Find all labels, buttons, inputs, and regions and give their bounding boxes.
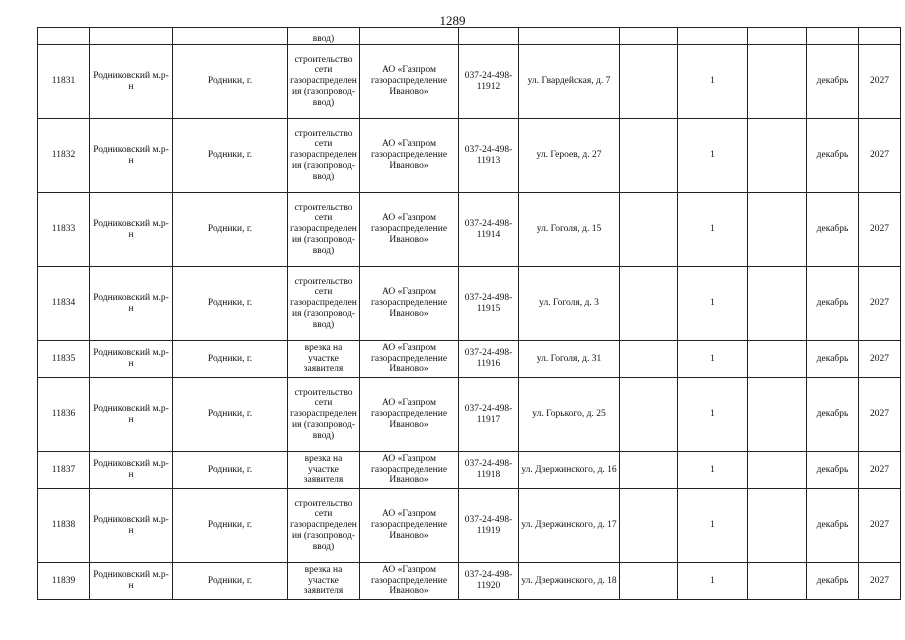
cell-work: врезка на участке заявителя xyxy=(288,452,360,489)
cell-locality: Родники, г. xyxy=(173,563,288,600)
cell-num: 11835 xyxy=(38,341,90,378)
cell-org: АО «Газпром газораспределение Иваново» xyxy=(360,563,459,600)
cell-empty xyxy=(748,45,807,119)
cell-qty: 1 xyxy=(678,45,748,119)
cell-org: АО «Газпром газораспределение Иваново» xyxy=(360,45,459,119)
cell-work: строительство сети газораспределения (газопровод-ввод) xyxy=(288,489,360,563)
cell-year: 2027 xyxy=(859,563,901,600)
cell-district: Родниковский м.р-н xyxy=(90,193,173,267)
cell-locality xyxy=(173,28,288,45)
cell-work: строительство сети газораспределения (газопровод-ввод) xyxy=(288,378,360,452)
cell-num: 11831 xyxy=(38,45,90,119)
cell-district: Родниковский м.р-н xyxy=(90,563,173,600)
cell-month: декабрь xyxy=(807,378,859,452)
cell-address: ул. Гоголя, д. 15 xyxy=(519,193,620,267)
cell-address: ул. Героев, д. 27 xyxy=(519,119,620,193)
table-row xyxy=(38,193,901,267)
cell-work: строительство сети газораспределения (газопровод-ввод) xyxy=(288,119,360,193)
cell-locality: Родники, г. xyxy=(173,452,288,489)
cell-address: ул. Дзержинского, д. 17 xyxy=(519,489,620,563)
cell-empty xyxy=(620,341,678,378)
cell-num: 11837 xyxy=(38,452,90,489)
cell-code: 037-24-498-11915 xyxy=(459,267,519,341)
cell-num: 11839 xyxy=(38,563,90,600)
cell-num: 11838 xyxy=(38,489,90,563)
cell-qty xyxy=(678,28,748,45)
table-row xyxy=(38,452,901,489)
cell-code: 037-24-498-11918 xyxy=(459,452,519,489)
table-row xyxy=(38,563,901,600)
cell-empty xyxy=(748,489,807,563)
cell-empty xyxy=(748,378,807,452)
cell-address: ул. Гоголя, д. 31 xyxy=(519,341,620,378)
cell-district: Родниковский м.р-н xyxy=(90,267,173,341)
table-row xyxy=(38,341,901,378)
cell-month: декабрь xyxy=(807,193,859,267)
cell-year: 2027 xyxy=(859,119,901,193)
cell-month: декабрь xyxy=(807,45,859,119)
cell-address: ул. Дзержинского, д. 18 xyxy=(519,563,620,600)
cell-locality: Родники, г. xyxy=(173,378,288,452)
cell-empty xyxy=(620,378,678,452)
cell-work: строительство сети газораспределения (газопровод-ввод) xyxy=(288,193,360,267)
cell-locality: Родники, г. xyxy=(173,119,288,193)
cell-qty: 1 xyxy=(678,489,748,563)
registry-table xyxy=(37,27,901,600)
cell-address: ул. Гвардейская, д. 7 xyxy=(519,45,620,119)
cell-year: 2027 xyxy=(859,267,901,341)
cell-empty xyxy=(748,267,807,341)
cell-empty xyxy=(620,119,678,193)
cell-year: 2027 xyxy=(859,452,901,489)
cell-empty xyxy=(748,28,807,45)
cell-org: АО «Газпром газораспределение Иваново» xyxy=(360,119,459,193)
cell-work: врезка на участке заявителя xyxy=(288,341,360,378)
table-body xyxy=(38,28,901,600)
cell-num: 11833 xyxy=(38,193,90,267)
cell-code: 037-24-498-11916 xyxy=(459,341,519,378)
cell-locality: Родники, г. xyxy=(173,341,288,378)
table-row xyxy=(38,489,901,563)
cell-empty xyxy=(620,452,678,489)
cell-org: АО «Газпром газораспределение Иваново» xyxy=(360,267,459,341)
cell-month: декабрь xyxy=(807,563,859,600)
cell-org xyxy=(360,28,459,45)
cell-work: строительство сети газораспределения (газопровод-ввод) xyxy=(288,45,360,119)
cell-district: Родниковский м.р-н xyxy=(90,45,173,119)
cell-org: АО «Газпром газораспределение Иваново» xyxy=(360,378,459,452)
cell-district: Родниковский м.р-н xyxy=(90,452,173,489)
cell-district: Родниковский м.р-н xyxy=(90,341,173,378)
cell-work: строительство сети газораспределения (газопровод-ввод) xyxy=(288,267,360,341)
cell-code: 037-24-498-11914 xyxy=(459,193,519,267)
cell-month: декабрь xyxy=(807,489,859,563)
cell-month: декабрь xyxy=(807,119,859,193)
table-row xyxy=(38,267,901,341)
cell-address xyxy=(519,28,620,45)
cell-address: ул. Дзержинского, д. 16 xyxy=(519,452,620,489)
cell-empty xyxy=(620,267,678,341)
cell-month: декабрь xyxy=(807,267,859,341)
cell-year: 2027 xyxy=(859,45,901,119)
cell-empty xyxy=(620,45,678,119)
cell-num xyxy=(38,28,90,45)
cell-code: 037-24-498-11912 xyxy=(459,45,519,119)
cell-qty: 1 xyxy=(678,563,748,600)
cell-org: АО «Газпром газораспределение Иваново» xyxy=(360,489,459,563)
cell-num: 11836 xyxy=(38,378,90,452)
cell-num: 11832 xyxy=(38,119,90,193)
cell-year: 2027 xyxy=(859,489,901,563)
cell-locality: Родники, г. xyxy=(173,489,288,563)
cell-empty xyxy=(748,563,807,600)
cell-year xyxy=(859,28,901,45)
cell-empty xyxy=(748,119,807,193)
cell-address: ул. Гоголя, д. 3 xyxy=(519,267,620,341)
cell-code: 037-24-498-11917 xyxy=(459,378,519,452)
cell-qty: 1 xyxy=(678,193,748,267)
cell-empty xyxy=(620,563,678,600)
cell-code: 037-24-498-11919 xyxy=(459,489,519,563)
cell-qty: 1 xyxy=(678,341,748,378)
page-number: 1289 xyxy=(439,13,466,28)
cell-district: Родниковский м.р-н xyxy=(90,489,173,563)
cell-qty: 1 xyxy=(678,119,748,193)
cell-empty xyxy=(748,452,807,489)
cell-locality: Родники, г. xyxy=(173,193,288,267)
cell-code xyxy=(459,28,519,45)
cell-org: АО «Газпром газораспределение Иваново» xyxy=(360,341,459,378)
cell-month xyxy=(807,28,859,45)
cell-code: 037-24-498-11913 xyxy=(459,119,519,193)
cell-year: 2027 xyxy=(859,341,901,378)
cell-org: АО «Газпром газораспределение Иваново» xyxy=(360,193,459,267)
cell-qty: 1 xyxy=(678,267,748,341)
cell-code: 037-24-498-11920 xyxy=(459,563,519,600)
cell-work: врезка на участке заявителя xyxy=(288,563,360,600)
cell-empty xyxy=(748,341,807,378)
cell-district: Родниковский м.р-н xyxy=(90,119,173,193)
cell-org: АО «Газпром газораспределение Иваново» xyxy=(360,452,459,489)
cell-qty: 1 xyxy=(678,452,748,489)
cell-district: Родниковский м.р-н xyxy=(90,378,173,452)
cell-address: ул. Горького, д. 25 xyxy=(519,378,620,452)
cell-empty xyxy=(620,28,678,45)
table-row xyxy=(38,378,901,452)
cell-year: 2027 xyxy=(859,193,901,267)
cell-empty xyxy=(748,193,807,267)
cell-num: 11834 xyxy=(38,267,90,341)
table-row xyxy=(38,119,901,193)
cell-month: декабрь xyxy=(807,452,859,489)
cell-work: ввод) xyxy=(288,28,360,45)
continuation-row xyxy=(38,28,901,45)
cell-qty: 1 xyxy=(678,378,748,452)
cell-district xyxy=(90,28,173,45)
cell-empty xyxy=(620,193,678,267)
cell-empty xyxy=(620,489,678,563)
table-row xyxy=(38,45,901,119)
cell-locality: Родники, г. xyxy=(173,267,288,341)
cell-locality: Родники, г. xyxy=(173,45,288,119)
cell-year: 2027 xyxy=(859,378,901,452)
cell-month: декабрь xyxy=(807,341,859,378)
